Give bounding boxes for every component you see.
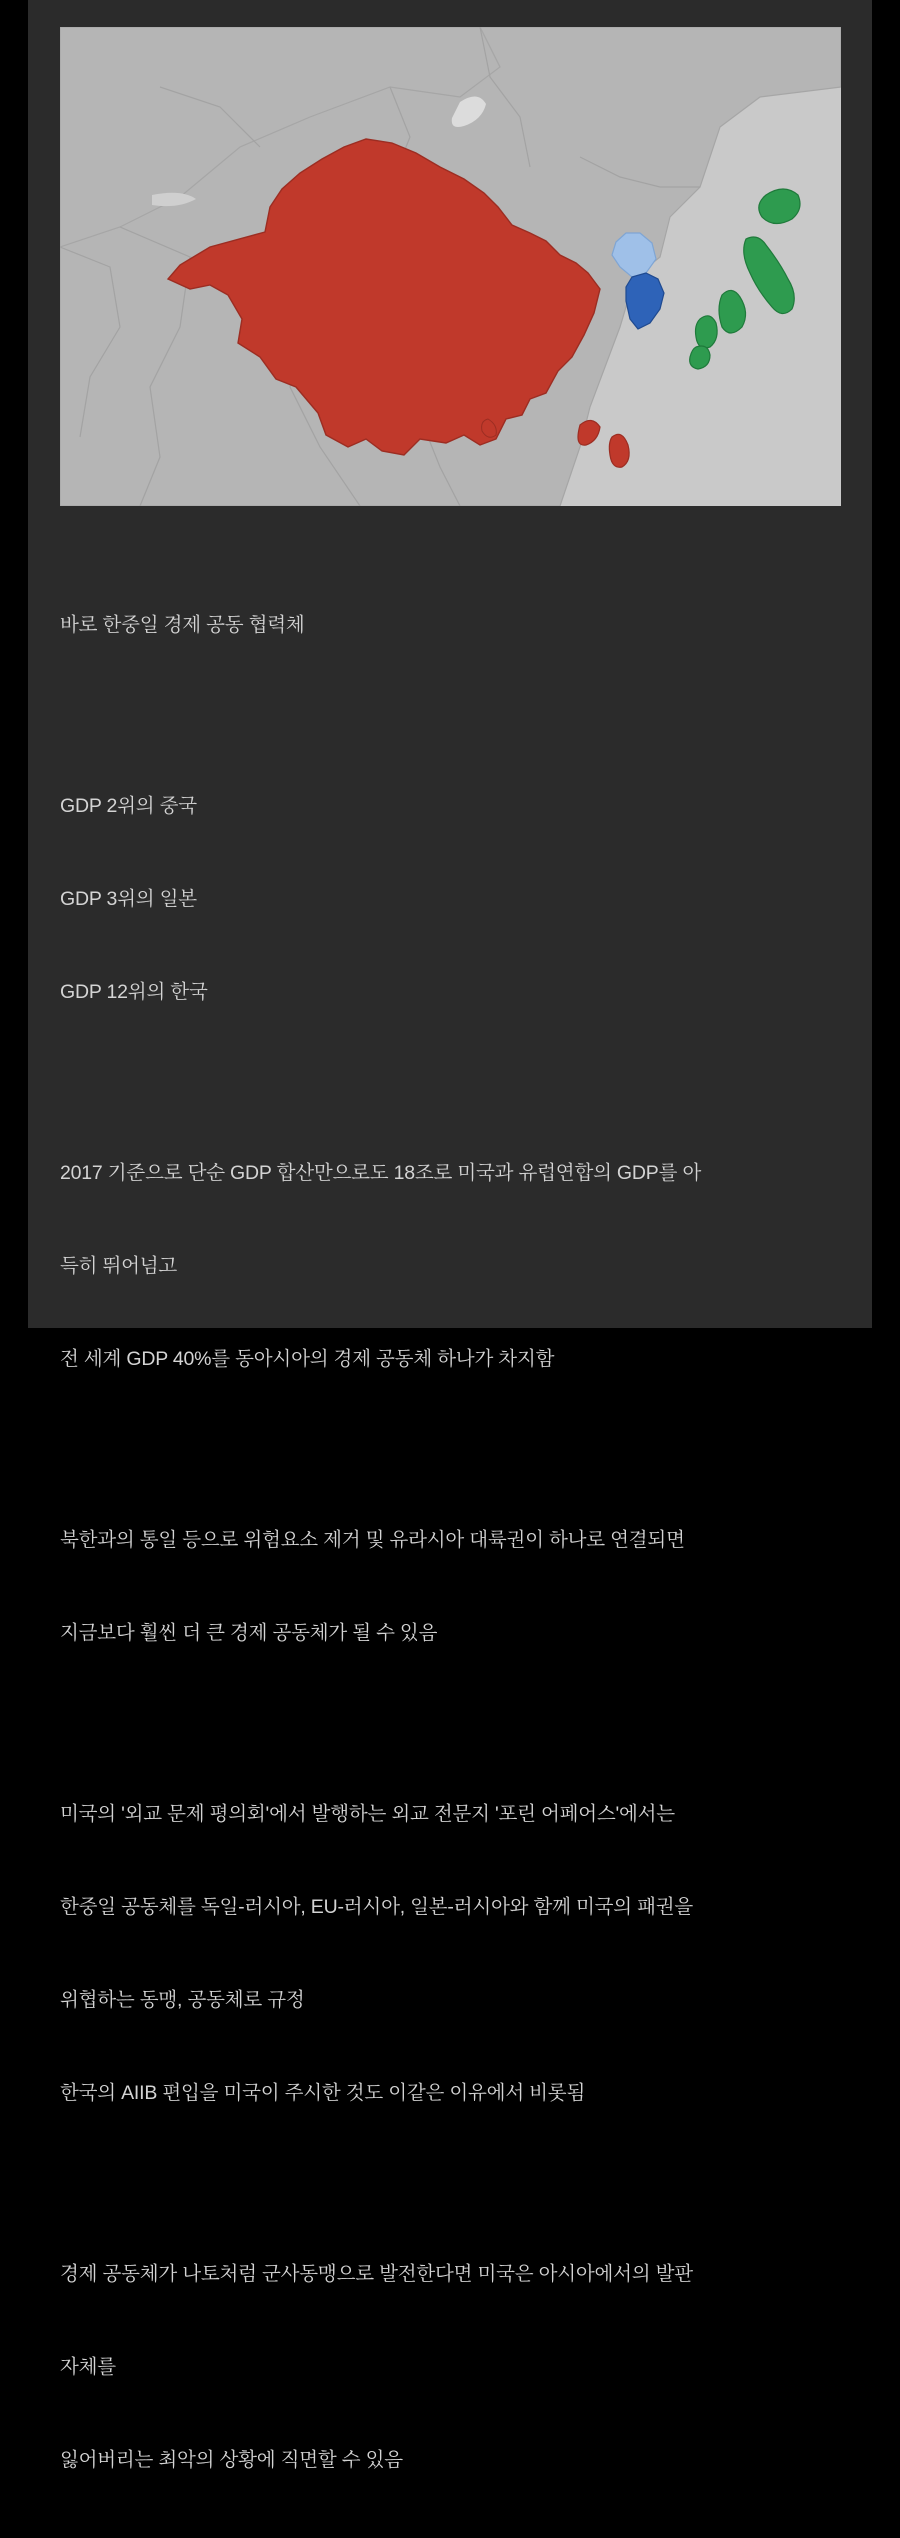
text-line: 북한과의 통일 등으로 위험요소 제거 및 유라시아 대륙권이 하나로 연결되면 [60, 1529, 685, 1551]
paragraph-unification [60, 1463, 850, 1711]
text-line: 자체를 [60, 2356, 116, 2378]
map-graphic [60, 27, 841, 506]
text-line: 미국의 '외교 문제 평의회'에서 발행하는 외교 전문지 '포린 어페어스'에서는 [60, 1803, 675, 1825]
article-body [60, 548, 850, 2538]
text-line: 바로 한중일 경제 공동 협력체 [60, 614, 305, 636]
paragraph-nato-scenario [60, 2197, 850, 2538]
text-line: 전 세계 GDP 40%를 동아시아의 경제 공동체 하나가 차지함 [60, 1348, 555, 1370]
text-line: GDP 3위의 일본 [60, 888, 197, 910]
paragraph-foreign-affairs [60, 1737, 850, 2171]
paragraph-intro [60, 548, 850, 703]
text-line: GDP 12위의 한국 [60, 981, 208, 1003]
text-line: 잃어버리는 최악의 상황에 직면할 수 있음 [60, 2449, 403, 2471]
text-line: 경제 공동체가 나토처럼 군사동맹으로 발전한다면 미국은 아시아에서의 발판 [60, 2263, 693, 2285]
text-line: 지금보다 훨씬 더 큰 경제 공동체가 될 수 있음 [60, 1622, 438, 1644]
post-content [28, 0, 872, 2471]
text-line: 위협하는 동맹, 공동체로 규정 [60, 1989, 305, 2011]
east-asia-gdp-map [60, 27, 841, 506]
text-line: 한중일 공동체를 독일-러시아, EU-러시아, 일본-러시아와 함께 미국의 패권을 [60, 1896, 694, 1918]
text-line: 득히 뛰어넘고 [60, 1255, 178, 1277]
paragraph-gdp-ranks [60, 729, 850, 1070]
text-line: 2017 기준으로 단순 GDP 합산만으로도 18조로 미국과 유럽연합의 GDP를 아 [60, 1162, 702, 1184]
paragraph-gdp-sum [60, 1096, 850, 1437]
text-line: GDP 2위의 중국 [60, 795, 197, 817]
text-line: 한국의 AIIB 편입을 미국이 주시한 것도 이같은 이유에서 비롯됨 [60, 2082, 586, 2104]
